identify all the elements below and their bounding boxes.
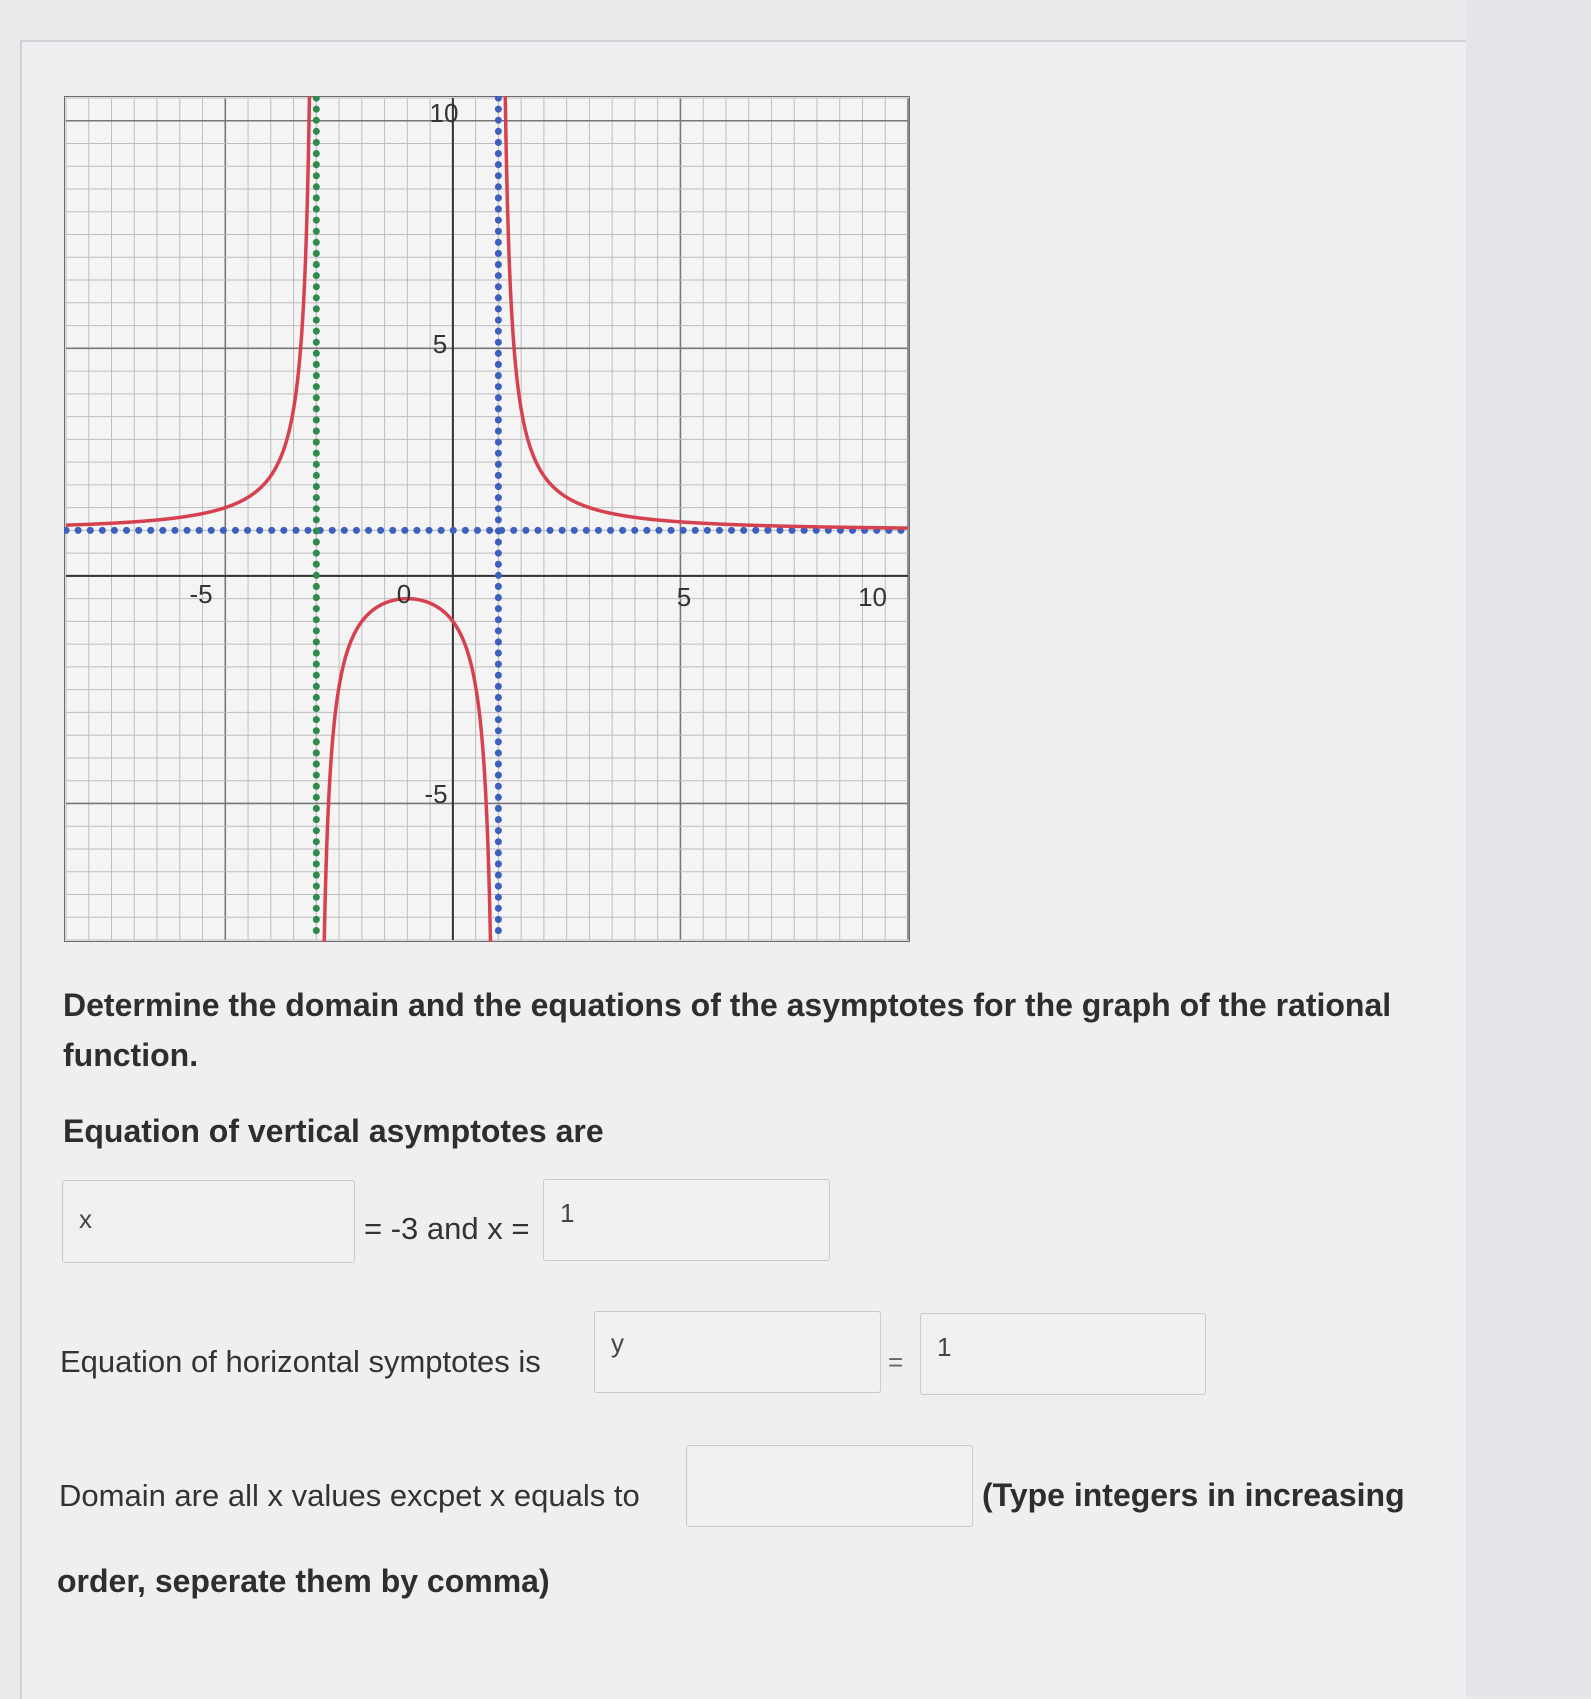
horizontal-asymptote-label: Equation of horizontal symptotes is [60, 1344, 541, 1379]
vertical-asymptotes-heading: Equation of vertical asymptotes are [63, 1113, 604, 1149]
x-tick-label-5: 5 [676, 582, 692, 612]
x-tick-label-10: 10 [858, 582, 887, 612]
vertical-asymptote-input-2[interactable]: 1 [543, 1179, 830, 1261]
question-text: Determine the domain and the equations of the asymptotes for the graph of the rational function. [63, 987, 1392, 1073]
domain-input[interactable] [686, 1445, 973, 1527]
y-tick-label-10: 10 [429, 98, 459, 128]
x-tick-label-neg5: -5 [189, 579, 213, 609]
domain-hint-line-1: (Type integers in increasing [982, 1477, 1405, 1513]
vertical-asymptote-input-1[interactable]: x [62, 1180, 355, 1263]
rational-function-graph [64, 96, 910, 942]
horizontal-asymptote-input-2[interactable]: 1 [920, 1313, 1206, 1395]
y-tick-label-5: 5 [432, 329, 448, 359]
horizontal-asymptote-input-1[interactable]: y [594, 1311, 881, 1393]
y-tick-label-neg5: -5 [424, 779, 448, 809]
equals-sign: = [888, 1347, 904, 1377]
domain-hint-line-2: order, seperate them by comma) [57, 1563, 550, 1599]
background-edge [1466, 0, 1591, 1697]
domain-label: Domain are all x values excpet x equals to [59, 1478, 640, 1513]
x-tick-label-0: 0 [396, 579, 412, 609]
vertical-asymptote-mid-text: = -3 and x = [364, 1211, 530, 1246]
